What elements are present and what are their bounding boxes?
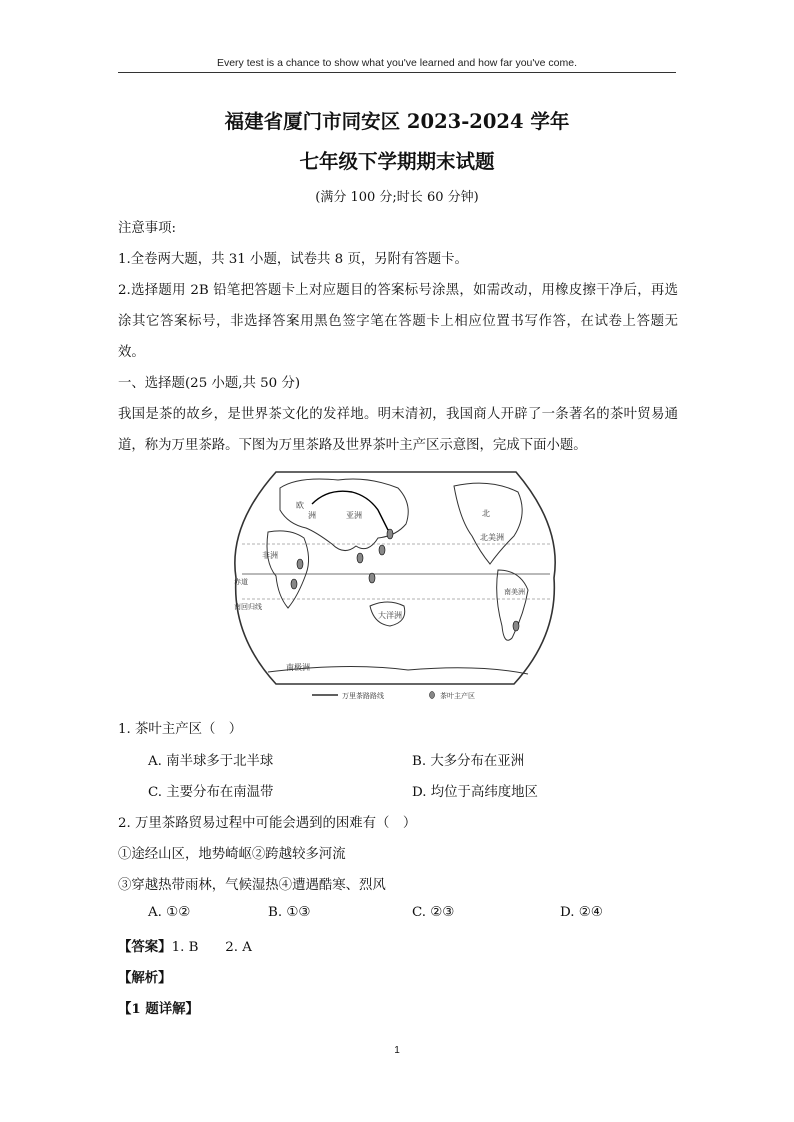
exam-title-line2: 七年级下学期期末试题 xyxy=(299,150,495,173)
tea-area-marker xyxy=(369,573,375,583)
tea-area-marker xyxy=(291,579,297,589)
exam-title-line1: 福建省厦门市同安区 2023-2024 学年 xyxy=(224,110,570,133)
q1-option-c: C. 主要分布在南温带 xyxy=(148,785,274,800)
q1-option-b: B. 大多分布在亚洲 xyxy=(412,754,525,769)
label-oceania: 大洋洲 xyxy=(378,611,402,620)
section-heading: 一、选择题(25 小题,共 50 分) xyxy=(118,376,301,391)
q2-option-c: C. ②③ xyxy=(412,905,455,920)
legend-tea-swatch xyxy=(430,692,435,699)
label-antarctica: 南极洲 xyxy=(286,663,310,672)
notice-item-1: 1.全卷两大题，共 31 小题，试卷共 8 页，另附有答题卡。 xyxy=(118,252,468,267)
q1-stem: 1. 茶叶主产区（ ） xyxy=(118,722,243,737)
label-tropic-south: 南回归线 xyxy=(234,603,262,611)
q2-option-a: A. ①② xyxy=(148,905,191,920)
label-africa: 非洲 xyxy=(262,551,278,560)
answer-label: 【答案】 xyxy=(118,939,172,955)
legend-tea-label: 茶叶主产区 xyxy=(440,692,475,700)
page-number: 1 xyxy=(394,1045,400,1056)
section-intro: 我国是茶的故乡，是世界茶文化的发祥地。明末清初，我国商人开辟了一条著名的茶叶贸易通道，称为万里茶路。下图为万里茶路及世界茶叶主产区示意图，完成下面小题。 xyxy=(118,407,678,453)
detail-label: 【1 题详解】 xyxy=(118,1001,199,1017)
tea-area-marker xyxy=(379,545,385,555)
label-asia: 亚洲 xyxy=(346,511,362,520)
exam-subtitle: (满分 100 分;时长 60 分钟) xyxy=(315,190,479,205)
legend-route-label: 万里茶路路线 xyxy=(342,692,384,700)
q2-statement-2: ③穿越热带雨林，气候湿热④遭遇酷寒、烈风 xyxy=(118,878,386,893)
world-map-figure xyxy=(228,466,562,704)
map-border xyxy=(235,472,555,684)
label-europe-2: 洲 xyxy=(308,511,316,520)
q1-option-a: A. 南半球多于北半球 xyxy=(148,754,274,769)
q2-option-b: B. ①③ xyxy=(268,905,311,920)
q2-option-d: D. ②④ xyxy=(560,905,603,920)
answer-text: 1. B 2. A xyxy=(171,940,252,955)
analysis-label: 【解析】 xyxy=(118,970,172,986)
answer-line xyxy=(118,936,252,955)
q1-option-d: D. 均位于高纬度地区 xyxy=(412,785,538,800)
notice-heading: 注意事项: xyxy=(118,221,177,236)
page-header-tagline: Every test is a chance to show what you've learned and how far you've come. xyxy=(216,57,578,69)
q2-statement-1: ①途经山区，地势崎岖②跨越较多河流 xyxy=(118,847,346,862)
tea-area-marker xyxy=(513,621,519,631)
notice-item-2: 2.选择题用 2B 铅笔把答题卡上对应题目的答案标号涂黑，如需改动，用橡皮擦干净后，再选涂其它答案标号，非选择答案用黑色签字笔在答题卡上相应位置书写作答，在试卷上答题无效。 xyxy=(118,283,678,360)
tea-area-marker xyxy=(297,559,303,569)
label-north-america: 北美洲 xyxy=(480,533,504,542)
tea-area-marker xyxy=(387,529,393,539)
tea-area-marker xyxy=(357,553,363,563)
label-equator: 赤道 xyxy=(234,578,248,586)
label-europe: 欧 xyxy=(296,501,304,510)
q2-stem: 2. 万里茶路贸易过程中可能会遇到的困难有（ ） xyxy=(118,816,417,831)
label-arctic: 北 xyxy=(482,509,490,518)
label-south-america: 南美洲 xyxy=(504,588,525,596)
header-divider xyxy=(118,72,676,73)
